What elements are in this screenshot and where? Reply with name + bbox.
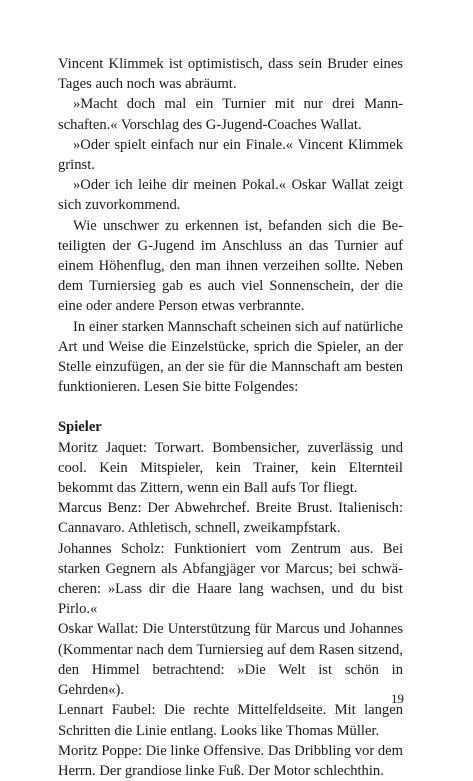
player-entry: Moritz Poppe: Die linke Offensive. Das Dribbling vor dem Herrn. Der grandiose linke Fuß. Der Motor schlechthin. <box>58 742 403 779</box>
player-entry: Moritz Jaquet: Torwart. Bombensicher, zuverlässig und cool. Kein Mitspieler, kein Trainer, kein Elternteil bekommt das Zittern, wenn ein Ball aufs Tor fliegt. <box>58 439 403 497</box>
paragraph-suggestion: »Macht doch mal ein Turnier mit nur drei Mannschaften.« Vorschlag des G-Jugend-Coaches Wallat. <box>58 96 403 133</box>
paragraph-final: »Oder spielt einfach nur ein Finale.« Vincent Klimmek grinst. <box>58 136 403 174</box>
player-entry: Johannes Scholz: Funktioniert vom Zentrum aus. Bei starken Gegnern als Abfangjäger vor Marcus; bei schwächeren: »Lass dir die Haare lang wachsen, und du bist Pirlo.« <box>58 540 403 618</box>
paragraph-trophy: »Oder ich leihe dir meinen Pokal.« Oskar Wallat zeigt sich zuvorkommend. <box>58 177 403 214</box>
page-number: 19 <box>391 691 404 706</box>
paragraph-optimism: Vincent Klimmek ist optimistisch, dass sein Bruder eines Tages auch noch was abräumt. <box>58 56 403 93</box>
section-heading: Spieler <box>58 419 102 436</box>
paragraph-high-flight: Wie unschwer zu erkennen ist, befanden sich die Beteiligten der G-Jugend im Anschluss an das Turnier auf einem Höhenflug, den man ihnen verzeihen sollte. Neben dem Turniersieg gab es auch viel Sonnenschein, der die eine oder andere Person etwas verbrannte. <box>58 217 403 315</box>
section-gap <box>58 397 403 417</box>
page-body <box>58 54 403 781</box>
paragraph-team: In einer starken Mannschaft scheinen sich auf natürliche Art und Weise die Einzelstücke, sprich die Spieler, an der Stelle einzufügen, an der sie für die Mannschaft am besten funktionieren. Lesen Sie bitte Folgendes: <box>58 318 403 396</box>
player-entry: Oskar Wallat: Die Unterstützung für Marcus und Johannes (Kommentar nach dem Turniersieg auf dem Rasen sitzend, den Himmel betrachtend: »Die Welt ist schön in Gehrden«). <box>58 621 403 699</box>
player-entry: Lennart Faubel: Die rechte Mittelfeldseite. Mit langen Schritten die Linie entlang. Looks like Thomas Müller. <box>58 702 403 739</box>
player-entry: Marcus Benz: Der Abwehrchef. Breite Brust. Italienisch: Cannavaro. Athletisch, schnell, zweikampfstark. <box>58 500 403 537</box>
